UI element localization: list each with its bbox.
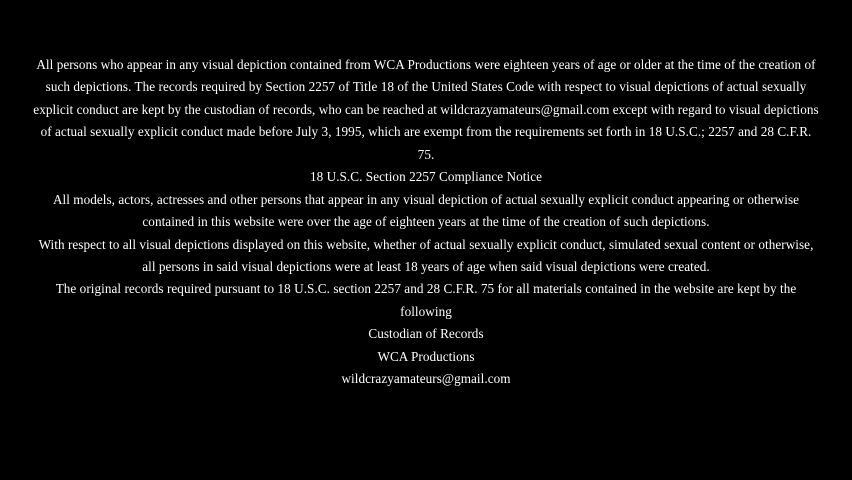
paragraph-depictions-age: With respect to all visual depictions displayed on this website, whether of actual sexually explicit conduct, simulated sexual content or otherwise, all persons in said visual depictions were at least 18 years of age when said visual depictions were created.: [38, 236, 814, 274]
paragraph-company-name: WCA Productions: [377, 348, 475, 364]
paragraph-records-statement: All persons who appear in any visual depiction contained from WCA Productions were eighteen years of age or older at the time of the creation of such depictions. The records required by Section 2257 of Title 18 of the United States Code with respect to visual depictions of actual sexually explicit conduct are kept by the custodian of records, who can be reached at wildcrazyamateurs@gmail.com except with regard to visual depictions of actual sexually explicit conduct made before July 3, 1995, which are exempt from the requirements set forth in 18 U.S.C.; 2257 and 28 C.F.R. 75.: [33, 57, 819, 162]
notice-body: [31, 54, 821, 391]
paragraph-models-age: All models, actors, actresses and other persons that appear in any visual depiction of actual sexually explicit conduct appearing or otherwise contained in this website were over the age of eighteen years at the time of the creation of such depictions.: [52, 191, 800, 230]
paragraph-compliance-heading: 18 U.S.C. Section 2257 Compliance Notice: [309, 169, 543, 185]
paragraph-contact-email: wildcrazyamateurs@gmail.com: [341, 371, 511, 387]
paragraph-custodian-label: Custodian of Records: [368, 326, 484, 342]
paragraph-original-records: The original records required pursuant to 18 U.S.C. section 2257 and 28 C.F.R. 75 for all materials contained in the website are kept by the following: [55, 281, 797, 319]
